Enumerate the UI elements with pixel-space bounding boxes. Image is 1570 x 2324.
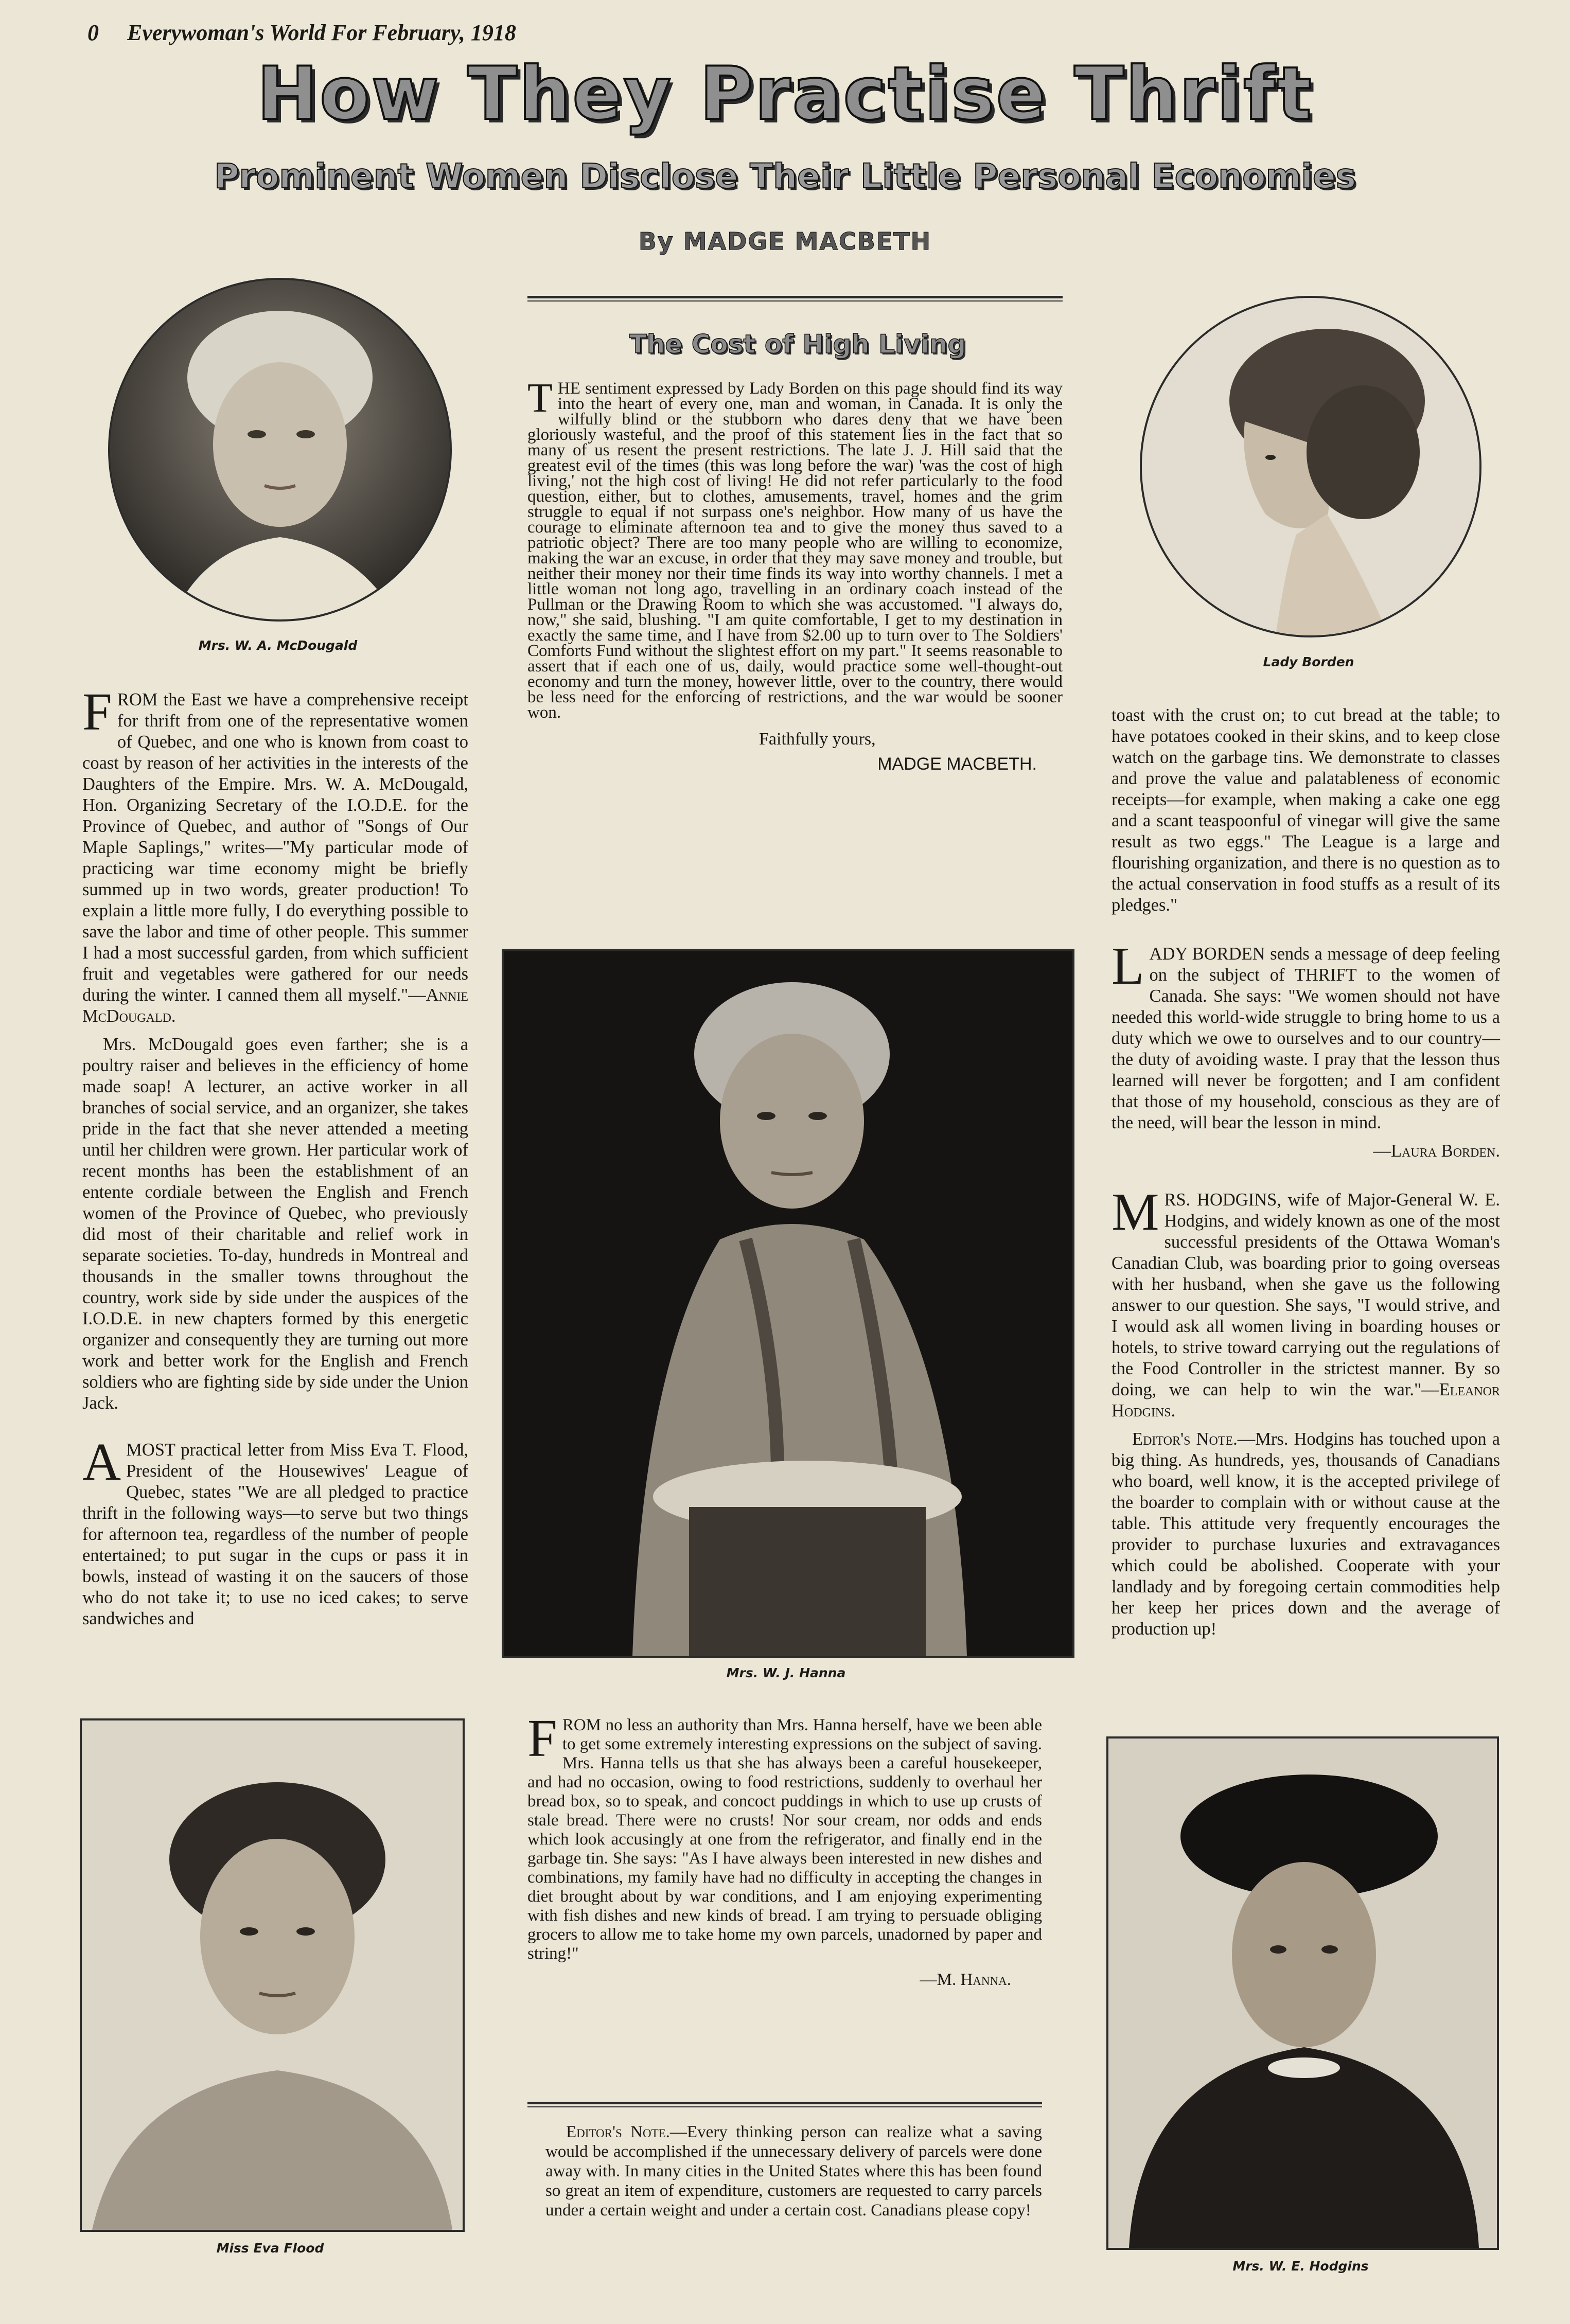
hodgins-quote: RS. HODGINS, wife of Major-General W. E. Hodgins, and widely known as one of the most successful presidents of the Ottawa Woman's Canadian Club, was boarding prior to going overseas with her husband, when she gave us the following answer to our question. She says, "I would strive, and I would ask all women living in boarding houses or hotels, to strive toward carrying out the regulations of the Food Controller in the strictest manner. By so doing, we can help to win the war."— (1112, 1190, 1500, 1399)
box-signature: MADGE MACBETH. (877, 754, 1037, 774)
caption-borden: Lady Borden (1263, 654, 1354, 669)
box-top-rule (527, 296, 1063, 301)
borden-quote: ADY BORDEN sends a message of deep feeling on the subject of THRIFT to the women of Canada. She says: "We women should not have needed this world-wide struggle to bring home to us a duty which we owe to ourselves and to our country—the duty of avoiding waste. I pray that the lesson thus learned will never be forgotten; and I am confident that those of my household, conscious as they are of the need, will bear the lesson in mind. (1112, 944, 1500, 1132)
subheadline: Prominent Women Disclose Their Little Personal Economies (214, 156, 1356, 196)
editor-note-text: —Every thinking person can realize what a saving would be accomplished if the unnecessary delivery of parcels were done away with. In many cities in the United States where this has been found so great an item of expenditure, customers are requested to carry parcels under a certain weight and under a certain cost. Canadians please copy! (545, 2123, 1042, 2220)
left-column (82, 682, 468, 1637)
flood-quote-continued: toast with the crust on; to cut bread at the table; to have potatoes cooked in their skins, and to keep close watch on the garbage tins. We demonstrate to classes and prove the value and palatableness of economic receipts—for example, when making a cake one egg and a scant teaspoonful of vinegar will give the same result as two eggs." The League is a large and flourishing organization, and there is no question as to the actual conservation in food stuffs as a result of its pledges." (1112, 705, 1500, 915)
editor-note-label: Editor's Note. (566, 2123, 670, 2141)
portrait-borden (1140, 296, 1481, 637)
hanna-quote: ROM no less an authority than Mrs. Hanna herself, have we been able to get some extremely interesting expressions on the subject of saving. Mrs. Hanna tells us that she has always been a careful housekeeper, and had no occasion, owing to food restrictions, suddenly to overhaul her bread box, so to speak, and concoct puddings in which to use up crusts of stale bread. There were no crusts! Nor sour cream, nor odds and ends which look accusingly at one from the refrigerator, and finally end in the garbage tin. She says: "As I have always been interested in new dishes and combinations, my family have had no difficulty in accepting the changes in diet brought about by war conditions, and I am enjoying experimenting with fish dishes and new kinds of bread. I am trying to persuade obliging grocers to allow me to take home my own parcels, unadorned by paper and string!" (527, 1716, 1042, 1963)
caption-flood: Miss Eva Flood (216, 2241, 324, 2256)
borden-signature: —Laura Borden. (1373, 1141, 1500, 1161)
box-closing: Faithfully yours, (759, 730, 876, 749)
headline: How They Practise Thrift (257, 51, 1313, 136)
hanna-signature: —M. Hanna. (920, 1971, 1011, 1989)
running-head-text: Everywoman's World For February, 1918 (127, 20, 516, 45)
editor-note-box (545, 2122, 1042, 2227)
borden-drop-cap: L (1112, 936, 1144, 996)
portrait-hodgins-image (1108, 1738, 1497, 2248)
portrait-hanna (502, 949, 1074, 1658)
portrait-mcdougald (108, 278, 452, 622)
portrait-flood-image (82, 1720, 463, 2230)
mcdougald-signature: Annie McDougald. (82, 985, 468, 1026)
hodgins-editor-note-label: Editor's Note. (1132, 1429, 1238, 1449)
byline: By MADGE MACBETH (638, 227, 932, 255)
hodgins-editor-note: —Mrs. Hodgins has touched upon a big thing. As hundreds, yes, thousands of Canadians who board, well know, it is the accepted privilege of the boarder to complain with or without cause at the table. This attitude very frequently encourages the provider to purchase luxuries and extravagances which could be abolished. Cooperate with your landlady and by foregoing certain commodities help her keep her prices down and the average of production up! (1112, 1429, 1500, 1639)
box-title: The Cost of High Living (629, 329, 966, 359)
flood-quote: MOST practical letter from Miss Eva T. Flood, President of the Housewives' League of Quebec, states "We are all pledged to practice thrift in the following ways—to serve but two things for afternoon tea, regardless of the number of people entertained; to put sugar in the cups or pass it in bowls, instead of wasting it on the saucers of those who do not take it; to use no iced cakes; to serve sandwiches and (82, 1440, 468, 1628)
running-head (87, 20, 516, 46)
editor-note-rule (527, 2102, 1042, 2107)
page-number: 0 (87, 20, 99, 45)
hanna-section (527, 1709, 1042, 1996)
portrait-mcdougald-image (110, 280, 450, 619)
caption-hodgins: Mrs. W. E. Hodgins (1232, 2259, 1369, 2274)
portrait-borden-image (1142, 298, 1479, 635)
caption-mcdougald: Mrs. W. A. McDougald (198, 638, 358, 653)
hodgins-signature: Eleanor Hodgins. (1112, 1380, 1500, 1421)
mcdougald-quote: ROM the East we have a comprehensive receipt for thrift from one of the representative women of Quebec, and one who is known from coast to coast by reason of her activities in the interests of the Daughters of the Empire. Mrs. W. A. McDougald, Hon. Organizing Secretary of the I.O.D.E. for the Province of Quebec, and author of "Songs of Our Maple Saplings," writes—"My particular mode of practicing war time economy might be briefly summed up in two words, greater production! To explain a little more fully, I do everything possible to save the labor and time of other people. This summer I had a most successful garden, from which sufficient fruit and vegetables were gathered for our needs during the winter. I canned them all myself."— (82, 690, 468, 1005)
box-body (527, 376, 1063, 774)
flood-drop-cap: A (82, 1432, 121, 1492)
caption-hanna: Mrs. W. J. Hanna (726, 1665, 846, 1680)
portrait-hanna-image (504, 951, 1072, 1656)
right-column (1112, 705, 1500, 1647)
box-drop-cap: T (527, 376, 553, 421)
mcdougald-drop-cap: F (82, 682, 112, 741)
hanna-drop-cap: F (527, 1709, 557, 1768)
hodgins-drop-cap: M (1112, 1182, 1159, 1241)
portrait-flood (80, 1718, 465, 2232)
mcdougald-paragraph-2: Mrs. McDougald goes even farther; she is a poultry raiser and believes in the efficiency of home made soap! A lecturer, an active worker in all branches of social service, and an organizer, she takes pride in the fact that she never attended a meeting until her children were grown. Her particular work of recent months has been the establishment of an entente cordiale between the English and French women of the Province of Quebec, who previously did most of their charitable and relief work in separate societies. To-day, hundreds in Montreal and thousands in the smaller towns throughout the country, work side by side under the auspices of the I.O.D.E. in new chapters formed by this energetic organizer and consequently they are turning out more work and better work for the English and French soldiers who are fighting side by side under the Union Jack. (82, 1035, 468, 1413)
portrait-hodgins (1106, 1736, 1499, 2250)
box-text: HE sentiment expressed by Lady Borden on this page should find its way into the heart of every one, man and woman, in Canada. It is only the wilfully blind or the stubborn who dares deny that we have been gloriously wasteful, and the proof of this statement lies in the fact that so many of us resent the present restrictions. The late J. J. Hill said that the greatest evil of the times (this was long before the war) 'was the cost of high living,' not the high cost of living! He did not refer particularly to the food question, either, but to clothes, amusements, travel, homes and the grim struggle to equal if not surpass one's neighbor. How many of us have the courage to eliminate afternoon tea and to give the money thus saved to a patriotic object? There are too many people who are willing to economize, making the war an excuse, in order that they may save money and trouble, but neither their money nor their time finds its way into worthy channels. I met a little woman not long ago, travelling in an ordinary coach instead of the Pullman or the Drawing Room to which she was accustomed. "I always do, now," she said, blushing. "I am quite comfortable, I get to my destination in exactly the same time, and I have from $2.00 up to turn over to The Soldiers' Comforts Fund without the slightest effort on my part." It seems reasonable to assert that if each one of us, daily, would practice some well-thought-out economy and turn the money, however little, over to the country, there would be less need for the enforcing of restrictions, and the war would be sooner won. (527, 379, 1063, 722)
